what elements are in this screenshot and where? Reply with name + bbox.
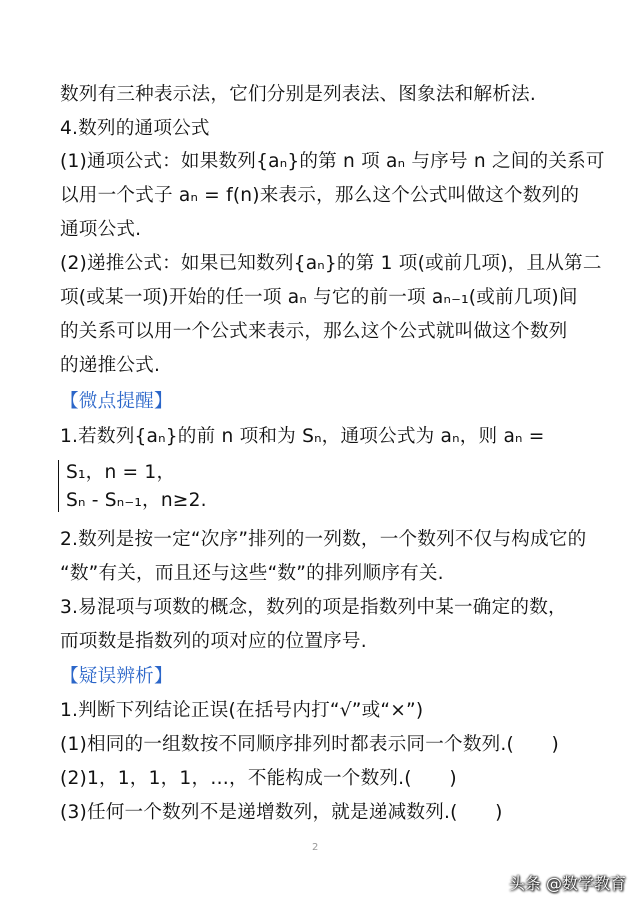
section-heading-quiz: 【疑误辨析】 [60, 666, 173, 687]
text-line: 通项公式. [60, 219, 142, 240]
text-line: 以用一个式子 aₙ = f(n)来表示，那么这个公式叫做这个数列的 [60, 185, 580, 206]
text-line: 的关系可以用一个公式来表示，那么这个公式就叫做这个数列 [60, 321, 568, 342]
quiz-item: (3)任何一个数列不是递增数列，就是递减数列.( ) [60, 802, 503, 823]
text-line: 数列有三种表示法，它们分别是列表法、图象法和解析法. [60, 84, 536, 105]
watermark: 头条 @数学教育 [508, 874, 626, 893]
page-number: 2 [312, 842, 319, 853]
section-heading-tips: 【微点提醒】 [60, 391, 173, 412]
text-line: 项(或某一项)开始的任一项 aₙ 与它的前一项 aₙ₋₁(或前几项)间 [60, 287, 578, 308]
piecewise-case-1: S₁，n = 1， [66, 462, 176, 483]
text-line: (2)递推公式：如果已知数列{aₙ}的第 1 项(或前几项)，且从第二 [60, 253, 602, 274]
text-line: “数”有关，而且还与这些“数”的排列顺序有关. [60, 563, 444, 584]
quiz-item: (2)1，1，1，1，…，不能构成一个数列.( ) [60, 768, 457, 789]
text-line: 而项数是指数列的项对应的位置序号. [60, 631, 367, 652]
text-line: 的递推公式. [60, 355, 161, 376]
piecewise-case-2: Sₙ - Sₙ₋₁，n≥2. [66, 490, 207, 511]
text-line: 2.数列是按一定“次序”排列的一列数，一个数列不仅与构成它的 [60, 529, 587, 550]
text-line: (1)通项公式：如果数列{aₙ}的第 n 项 aₙ 与序号 n 之间的关系可 [60, 151, 605, 172]
text-line: 3.易混项与项数的概念，数列的项是指数列中某一确定的数， [60, 597, 567, 618]
quiz-instruction: 1.判断下列结论正误(在括号内打“√”或“×”) [60, 700, 424, 721]
quiz-item: (1)相同的一组数按不同顺序排列时都表示同一个数列.( ) [60, 734, 560, 755]
subheading: 4.数列的通项公式 [60, 118, 210, 139]
text-line: 1.若数列{aₙ}的前 n 项和为 Sₙ，通项公式为 aₙ，则 aₙ = [60, 426, 545, 447]
